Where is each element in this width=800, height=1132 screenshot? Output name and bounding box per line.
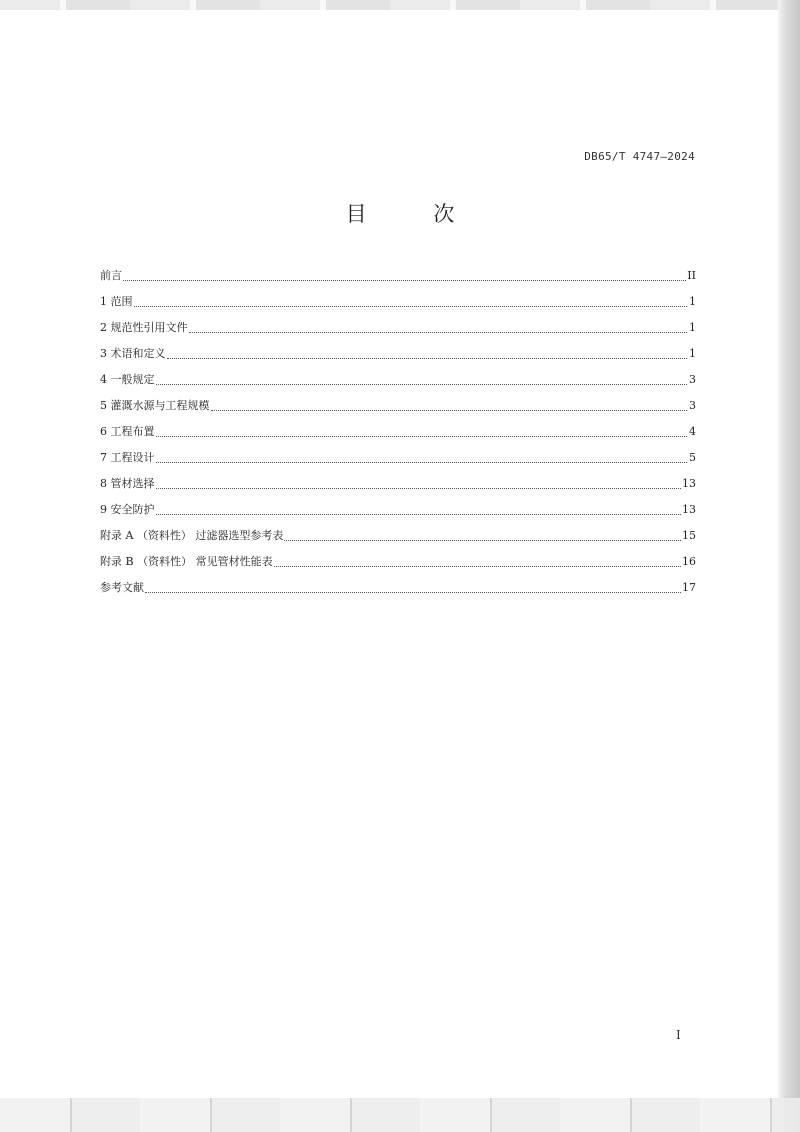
toc-entry-label: 4 一般规定 — [100, 373, 155, 386]
toc-entry-page: 1 — [689, 321, 696, 334]
toc-entry-label: 2 规范性引用文件 — [100, 321, 188, 334]
toc-entry-page: 5 — [689, 451, 696, 464]
scan-top-edge — [0, 0, 800, 10]
toc-entry-normative-references[interactable] — [100, 315, 696, 341]
toc-entry-label: 3 术语和定义 — [100, 347, 166, 360]
toc-dot-leader — [156, 383, 688, 385]
toc-entry-page: 17 — [682, 581, 696, 594]
toc-entry-scope[interactable] — [100, 289, 696, 315]
scan-bottom-edge — [0, 1098, 800, 1132]
toc-title: 目 次 — [345, 202, 485, 226]
toc-entry-page: 16 — [682, 555, 696, 568]
toc-entry-page: 1 — [689, 347, 696, 360]
toc-entry-general-provisions[interactable] — [100, 367, 696, 393]
toc-entry-label: 7 工程设计 — [100, 451, 155, 464]
table-of-contents — [100, 263, 696, 601]
toc-dot-leader — [274, 565, 681, 567]
toc-dot-leader — [134, 305, 688, 307]
toc-dot-leader — [156, 487, 682, 489]
toc-entry-page: II — [687, 269, 696, 282]
toc-dot-leader — [167, 357, 688, 359]
page-number: I — [676, 1028, 681, 1042]
toc-dot-leader — [145, 591, 681, 593]
toc-entry-label: 5 灌溉水源与工程规模 — [100, 399, 210, 412]
toc-entry-page: 13 — [682, 503, 696, 516]
toc-dot-leader — [284, 539, 681, 541]
toc-entry-page: 13 — [682, 477, 696, 490]
toc-entry-label: 1 范围 — [100, 295, 133, 308]
toc-entry-design[interactable] — [100, 445, 696, 471]
toc-entry-label: 9 安全防护 — [100, 503, 155, 516]
toc-entry-terms-definitions[interactable] — [100, 341, 696, 367]
toc-entry-foreword[interactable] — [100, 263, 696, 289]
toc-entry-page: 3 — [689, 399, 696, 412]
toc-entry-appendix-b[interactable] — [100, 549, 696, 575]
toc-entry-bibliography[interactable] — [100, 575, 696, 601]
toc-entry-appendix-a[interactable] — [100, 523, 696, 549]
toc-dot-leader — [211, 409, 688, 411]
toc-dot-leader — [123, 279, 686, 281]
toc-dot-leader — [189, 331, 688, 333]
toc-dot-leader — [156, 461, 688, 463]
toc-entry-label: 前言 — [100, 269, 122, 282]
toc-entry-label: 附录 B （资料性） 常见管材性能表 — [100, 555, 273, 568]
toc-entry-pipe-selection[interactable] — [100, 471, 696, 497]
scan-right-edge — [778, 0, 800, 1132]
toc-entry-page: 4 — [689, 425, 696, 438]
toc-entry-label: 附录 A （资料性） 过滤器选型参考表 — [100, 529, 284, 542]
toc-entry-page: 15 — [682, 529, 696, 542]
toc-entry-layout[interactable] — [100, 419, 696, 445]
toc-dot-leader — [156, 435, 688, 437]
toc-entry-safety-protection[interactable] — [100, 497, 696, 523]
toc-entry-label: 8 管材选择 — [100, 477, 155, 490]
toc-entry-label: 参考文献 — [100, 581, 144, 594]
toc-entry-page: 1 — [689, 295, 696, 308]
toc-dot-leader — [156, 513, 682, 515]
toc-entry-water-source-scale[interactable] — [100, 393, 696, 419]
toc-entry-label: 6 工程布置 — [100, 425, 155, 438]
document-code: DB65/T 4747—2024 — [584, 150, 695, 163]
toc-entry-page: 3 — [689, 373, 696, 386]
